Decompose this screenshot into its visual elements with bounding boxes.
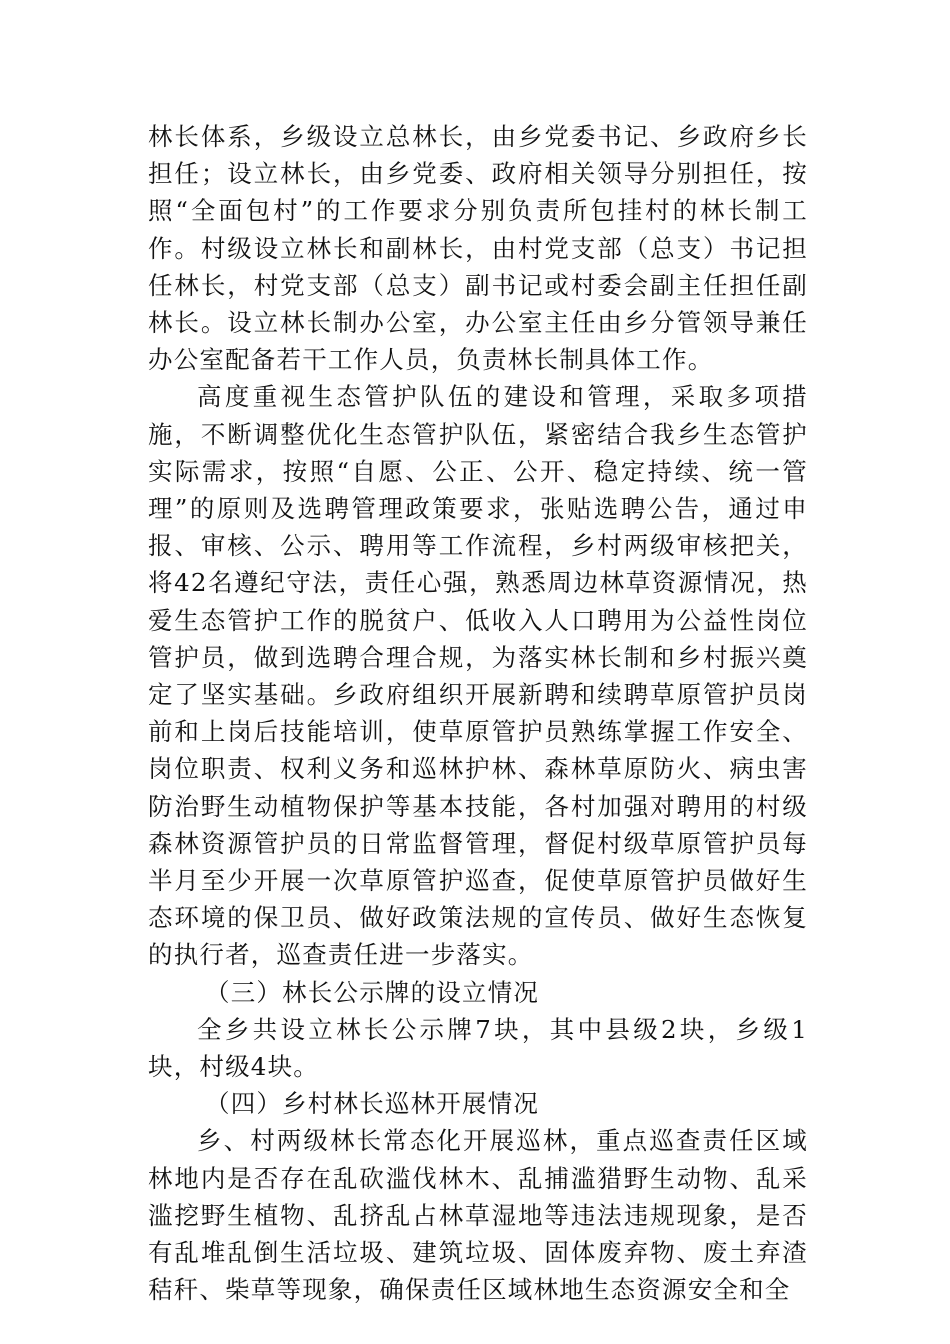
section-heading-patrols: （四）乡村林长巡林开展情况 — [205, 1089, 540, 1119]
document-body — [148, 118, 808, 1309]
paragraph-forest-chief-system: 林长体系，乡级设立总林长，由乡党委书记、乡政府乡长担任；设立林长，由乡党委、政府相关领导分别担任，按照“全面包村”的工作要求分别负责所包挂村的林长制工作。村级设立林长和副林长，由村党支部（总支）书记担任林长，村党支部（总支）副书记或村委会副主任担任副林长。设立林长制办公室，办公室主任由乡分管领导兼任办公室配备若干工作人员，负责林长制具体工作。 — [148, 122, 808, 375]
paragraph-patrol-work: 乡、村两级林长常态化开展巡林，重点巡查责任区域林地内是否存在乱砍滥伐林木、乱捕滥猎野生动物、乱采滥挖野生植物、乱挤乱占林草湿地等违法违规现象，是否有乱堆乱倒生活垃圾、建筑垃圾、固体废弃物、废土弃渣秸秆、柴草等现象，确保责任区域林地生态资源安全和全 — [148, 1126, 808, 1305]
paragraph-signboard-count: 全乡共设立林长公示牌7块，其中县级2块，乡级1块，村级4块。 — [148, 1014, 808, 1082]
paragraph-ecological-rangers: 高度重视生态管护队伍的建设和管理，采取多项措施，不断调整优化生态管护队伍，紧密结合我乡生态管护实际需求，按照“自愿、公正、公开、稳定持续、统一管理”的原则及选聘管理政策要求，张贴选聘公告，通过申报、审核、公示、聘用等工作流程，乡村两级审核把关，将42名遵纪守法，责任心强，熟悉周边林草资源情况，热爱生态管护工作的脱贫户、低收入人口聘用为公益性岗位管护员，做到选聘合理合规，为落实林长制和乡村振兴奠定了坚实基础。乡政府组织开展新聘和续聘草原管护员岗前和上岗后技能培训，使草原管护员熟练掌握工作安全、岗位职责、权利义务和巡林护林、森林草原防火、病虫害防治野生动植物保护等基本技能，各村加强对聘用的村级森林资源管护员的日常监督管理，督促村级草原管护员每半月至少开展一次草原管护巡查，促使草原管护员做好生态环境的保卫员、做好政策法规的宣传员、做好生态恢复的执行者，巡查责任进一步落实。 — [148, 382, 808, 970]
section-heading-signboards: （三）林长公示牌的设立情况 — [205, 977, 540, 1007]
